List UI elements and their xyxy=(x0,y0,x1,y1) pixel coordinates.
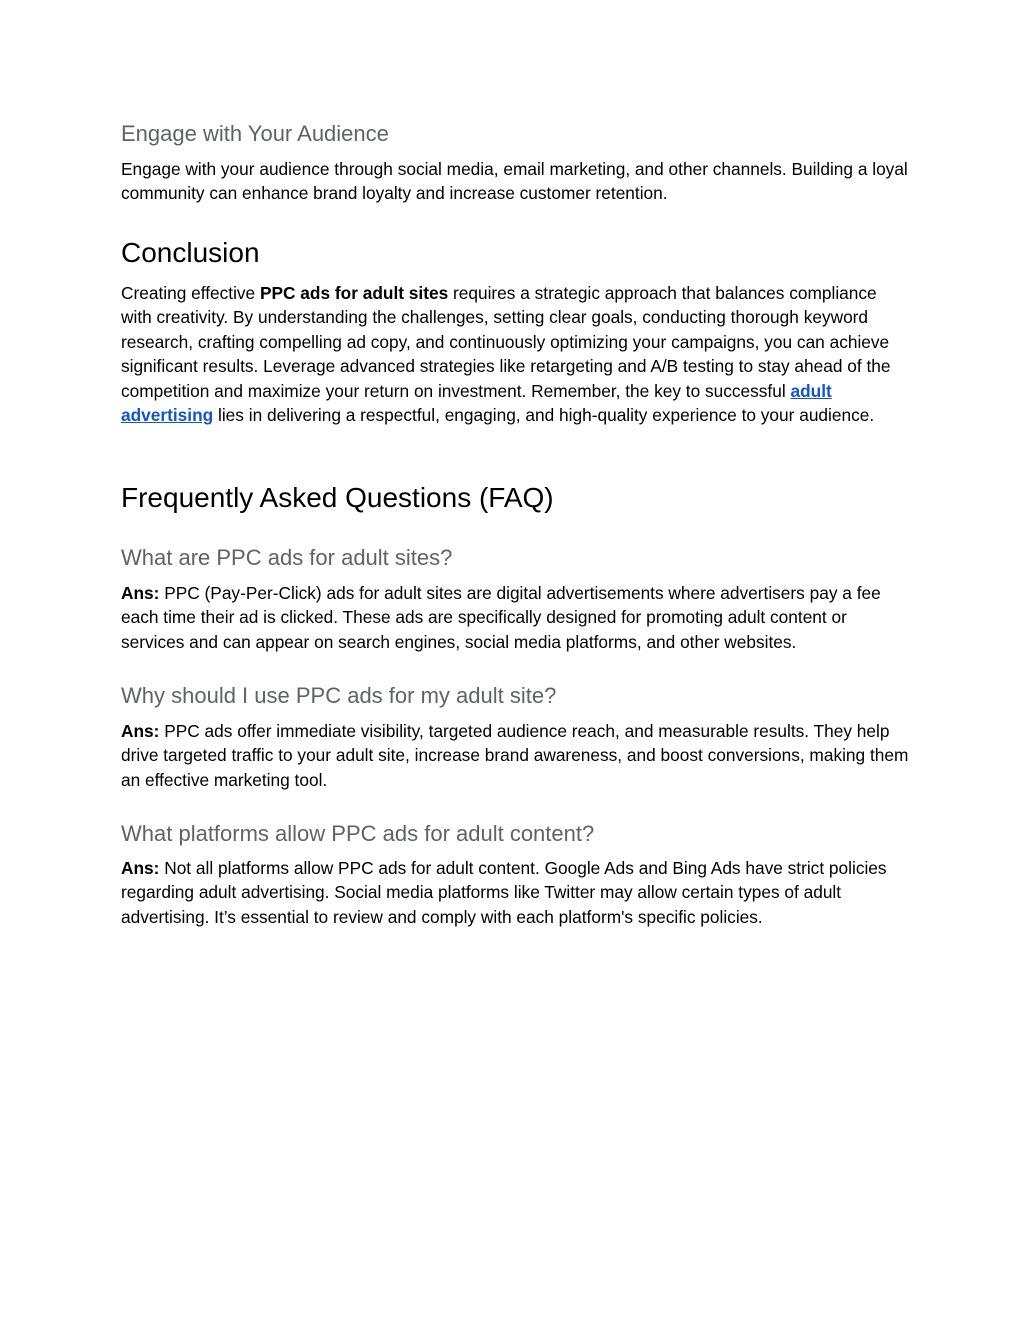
faq-answer-1-text: PPC (Pay-Per-Click) ads for adult sites are digital advertisements where advertisers pay a fee each time their ad is clicked. These ads are specifically designed for promoting adult content or services and can appear on search engines, social media platforms, and other websites. xyxy=(121,583,881,652)
conclusion-text-part1: Creating effective xyxy=(121,283,260,303)
ans-label: Ans: xyxy=(121,721,160,741)
engage-heading: Engage with Your Audience xyxy=(121,121,389,146)
adult-advertising-link[interactable]: adult advertising xyxy=(121,380,832,426)
faq-answer-3-text: Not all platforms allow PPC ads for adult content. Google Ads and Bing Ads have strict policies regarding adult advertising. Social media platforms like Twitter may allow certain types of adult advertising. It’s essential to review and comply with each platform's specific policies. xyxy=(121,858,887,927)
conclusion-bold-keyword: PPC ads for adult sites xyxy=(259,283,449,303)
faq-answer-2-text: PPC ads offer immediate visibility, targeted audience reach, and measurable results. They help drive targeted traffic to your adult site, increase brand awareness, and boost conversions, making them an effective marketing tool. xyxy=(121,721,909,790)
faq-answer-1 xyxy=(121,581,911,654)
faq-answer-3 xyxy=(121,856,911,929)
faq-answer-2 xyxy=(121,719,911,792)
conclusion-text-part2: requires a strategic approach that balances compliance with creativity. By understanding the challenges, setting clear goals, conducting thorough keyword research, crafting compelling ad copy, and continuously optimizing your campaigns, you can achieve significant results. Leverage advanced strategies like retargeting and A/B testing to stay ahead of the competition and maximize your return on investment. Remember, the key to successful xyxy=(121,283,891,401)
conclusion-text-part3: lies in delivering a respectful, engaging, and high-quality experience to your audience. xyxy=(213,405,875,426)
faq-question-3: What platforms allow PPC ads for adult content? xyxy=(121,821,595,846)
faq-question-1: What are PPC ads for adult sites? xyxy=(121,545,453,570)
faq-heading: Frequently Asked Questions (FAQ) xyxy=(121,482,554,513)
ans-label: Ans: xyxy=(121,583,160,603)
conclusion-paragraph xyxy=(121,281,911,427)
ans-label: Ans: xyxy=(121,858,160,878)
conclusion-heading: Conclusion xyxy=(121,237,260,268)
faq-question-2: Why should I use PPC ads for my adult site? xyxy=(121,683,557,708)
engage-paragraph: Engage with your audience through social media, email marketing, and other channels. Building a loyal community can enhance brand loyalty and increase customer retention. xyxy=(121,159,908,204)
